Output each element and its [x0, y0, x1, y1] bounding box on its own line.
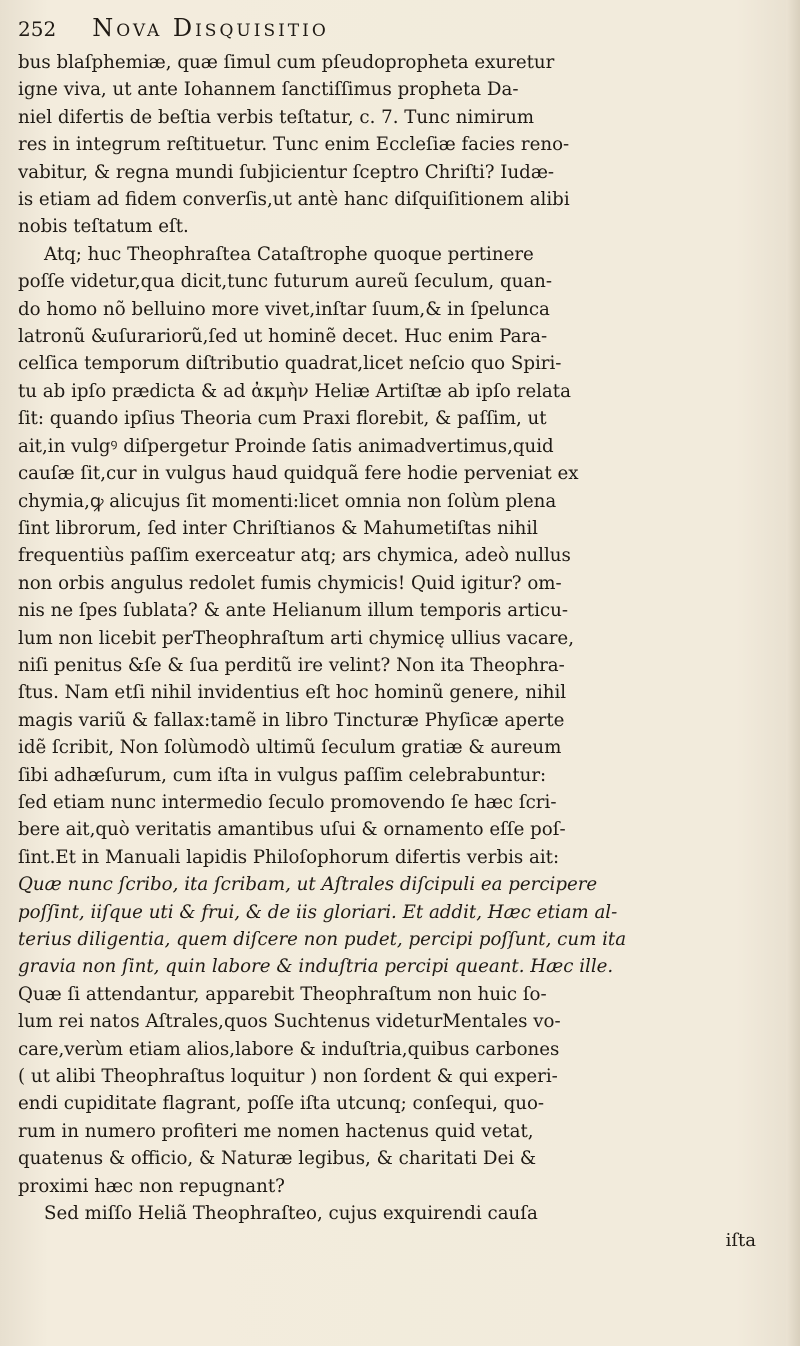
text-line: care,verùm etiam alios,labore & induſtria,quibus carbones — [18, 1038, 560, 1060]
text-line: quatenus & officio, & Naturæ legibus, & charitati Dei & — [18, 1148, 537, 1170]
body-text — [18, 49, 760, 1227]
quote-line: terius diligentia, quem diſcere non pudet, percipi poſſunt, cum ita — [18, 929, 627, 950]
text-line: magis variũ & fallax:tamẽ in libro Tincturæ Phyſicæ aperte — [18, 709, 565, 731]
text-line: ſint.Et in Manuali lapidis Philoſophorum difertis verbis ait: — [18, 846, 560, 868]
text-line: res in integrum reſtituetur. Tunc enim Eccleſiæ facies reno- — [18, 134, 570, 156]
text-line: bere ait,quò veritatis amantibus uſui & ornamento eſſe poſ- — [18, 819, 566, 841]
page-header — [18, 14, 760, 43]
running-title: Nova Disquisitio — [92, 14, 329, 42]
quote-line: poſſint, iiſque uti & frui, & de iis gloriari. Et addit, Hæc etiam al- — [18, 901, 618, 923]
text-line: chymia,ꝙ alicujus ſit momenti:licet omnia non ſolùm plena — [18, 490, 557, 512]
text-line: lum rei natos Aſtrales,quos Suchtenus videturMentales vo- — [18, 1011, 561, 1033]
text-line: ſit: quando ipſius Theoria cum Praxi florebit, & paſſim, ut — [18, 408, 547, 430]
text-line: nobis teſtatum eſt. — [18, 216, 189, 238]
text-line: nis ne ſpes ſublata? & ante Helianum illum temporis articu- — [18, 600, 568, 622]
text-line: endi cupiditate flagrant, poſſe iſta utcunq; conſequi, quo- — [18, 1093, 545, 1115]
quote-line: gravia non ſint, quin labore & induſtria percipi queant. Hæc ille. — [18, 956, 614, 978]
page-number: 252 — [18, 17, 57, 41]
text-line: ſibi adhæſurum, cum iſta in vulgus paſſim celebrabuntur: — [18, 764, 547, 786]
text-line: lum non licebit perTheophraſtum arti chymicę ullius vacare, — [18, 627, 574, 649]
text-line: proximi hæc non repugnant? — [18, 1175, 285, 1197]
text-line: tu ab ipſo prædicta & ad ἀκμὴν Heliæ Artiſtæ ab ipſo relata — [18, 380, 571, 402]
text-line: Sed miſſo Heliã Theophraſteo, cujus exquirendi cauſa — [44, 1203, 538, 1225]
text-line: ſed etiam nunc intermedio ſeculo promovendo ſe hæc ſcri- — [18, 791, 557, 813]
text-line: niſi penitus &ſe & ſua perditũ ire velint? Non ita Theophra- — [18, 654, 565, 676]
text-line: ait,in vulgꝰ diſpergetur Proinde ſatis animadvertimus,quid — [18, 435, 554, 457]
text-line: niel difertis de beſtia verbis teſtatur, c. 7. Tunc nimirum — [18, 106, 535, 128]
text-line: is etiam ad fidem converſis,ut antè hanc diſquiſitionem alibi — [18, 189, 570, 211]
text-line: igne viva, ut ante Iohannem ſanctiſſimus propheta Da- — [18, 79, 519, 101]
text-line: cauſæ ſit,cur in vulgus haud quidquã fere hodie perveniat ex — [18, 463, 579, 485]
page-edge — [786, 0, 800, 1346]
text-line: bus blaſphemiæ, quæ ſimul cum pſeudopropheta exuretur — [18, 52, 555, 73]
text-line: ( ut alibi Theophraſtus loquitur ) non ſordent & qui experi- — [18, 1066, 558, 1088]
text-line: celſica temporum diſtributio quadrat,licet neſcio quo Spiri- — [18, 353, 562, 375]
quote-line: Quæ nunc ſcribo, ita ſcribam, ut Aſtrales diſcipuli ea percipere — [18, 874, 598, 896]
text-line: do homo nõ belluino more vivet,inſtar ſuum,& in ſpelunca — [18, 298, 550, 320]
catchword: iſta — [725, 1230, 756, 1251]
text-line: ſint librorum, ſed inter Chriſtianos & Mahumetiſtas nihil — [18, 517, 538, 539]
text-line: frequentiùs paſſim exerceatur atq; ars chymica, adeò nullus — [18, 545, 571, 567]
text-line: rum in numero profiteri me nomen hactenus quid vetat, — [18, 1120, 534, 1142]
text-line: poſſe videtur,qua dicit,tunc futurum aureũ ſeculum, quan- — [18, 271, 553, 293]
text-line: ſtus. Nam etſi nihil invidentius eſt hoc hominũ genere, nihil — [18, 682, 567, 704]
text-line: Quæ ſi attendantur, apparebit Theophraſtum non huic ſo- — [18, 983, 547, 1005]
text-line: non orbis angulus redolet fumis chymicis! Quid igitur? om- — [18, 572, 562, 594]
text-line: idẽ ſcribit, Non ſolùmodò ultimũ ſeculum gratiæ & aureum — [18, 737, 562, 759]
text-line: vabitur, & regna mundi ſubjicientur ſceptro Chriſti? Iudæ- — [18, 161, 555, 183]
text-line: latronũ &uſurariorũ,ſed ut hominẽ decet. Huc enim Para- — [18, 326, 548, 348]
text-line: Atq; huc Theophraſtea Cataſtrophe quoque pertinere — [44, 243, 534, 265]
